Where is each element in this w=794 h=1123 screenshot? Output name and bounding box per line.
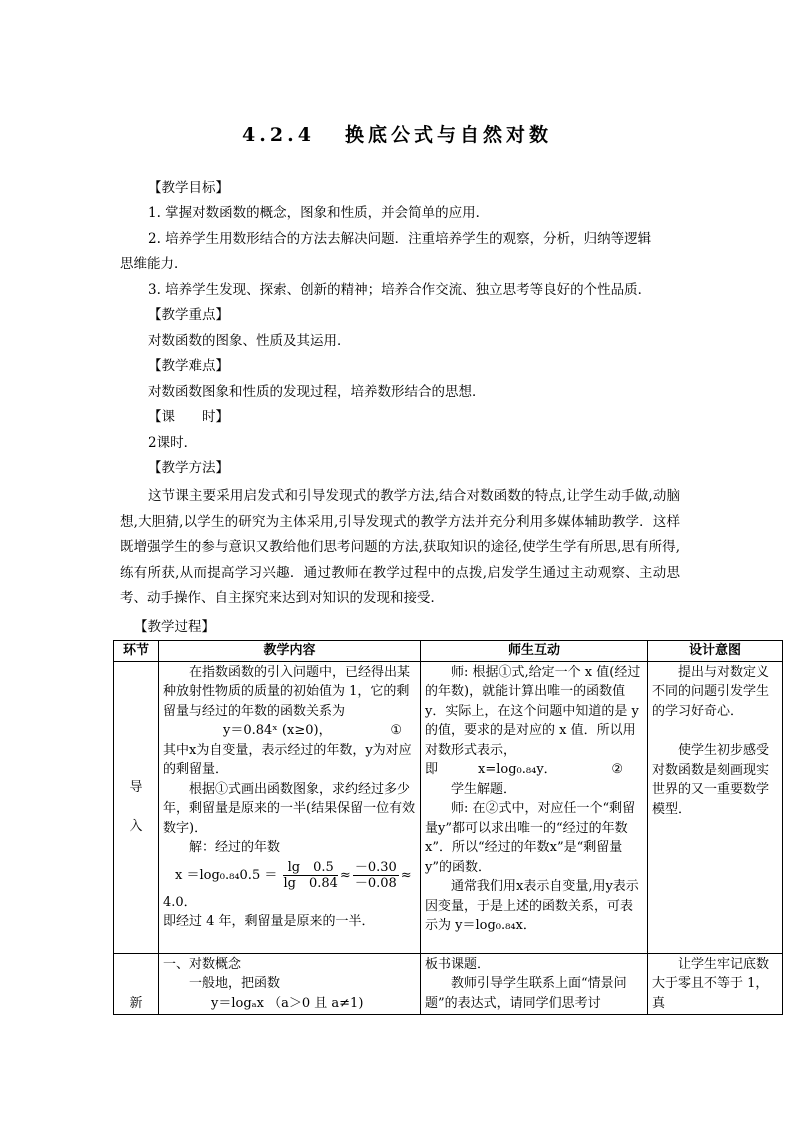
content-cell-new <box>159 953 421 1015</box>
goal-item-3: 3. 培养学生发现、探索、创新的精神；培养合作交流、独立思考等良好的个性品质． <box>148 282 652 298</box>
formula-text: y＝0.84ˣ (x≥0)， <box>223 723 332 738</box>
intent-para: 提出与对数定义不同的问题引发学生的学习好奇心． <box>652 664 770 719</box>
content-para: 4.0． <box>163 894 197 910</box>
content-para: 即经过 4 年，剩留量是原来的一半． <box>163 914 375 929</box>
stage-char-2: 入 <box>129 819 143 834</box>
hours-text: 2课时． <box>148 435 198 451</box>
interaction-para: 教师引导学生联系上面“情景问题”的表达式，请同学们思考讨 <box>425 976 627 1011</box>
goal-item-2: 2. 培养学生用数形结合的方法去解决问题．注重培养学生的观察，分析，归纳等逻辑 <box>148 231 652 247</box>
formula-log <box>425 760 643 780</box>
table-row-new <box>114 953 783 1015</box>
interaction-para: 板书课题． <box>425 956 491 972</box>
table-header-row <box>114 641 783 662</box>
section-number: 4.2.4 <box>242 124 315 146</box>
content-para: 在指数函数的引入问题中，已经得出某种放射性物质的质量的初始值为 1，它的剩留量与经过的年数的函数关系为 <box>163 664 411 719</box>
fraction-2-num: －0.30 <box>354 859 397 875</box>
difficulty-heading: 【教学难点】 <box>148 358 229 374</box>
formula-text: x=log₀.₈₄y． <box>478 762 557 777</box>
interaction-para: 通常我们用x表示自变量,用y表示因变量，于是上述的函数关系，可表示为 y＝log₀.₈₄x． <box>425 879 639 933</box>
stage-char-1: 导 <box>129 779 143 795</box>
approx-sign: ≈ <box>339 867 351 883</box>
process-heading: 【教学过程】 <box>134 619 215 635</box>
content-para: 其中x为自变量，表示经过的年数，y为对应的剩留量． <box>163 742 412 777</box>
content-para: 一、对数概念 <box>163 956 242 972</box>
difficulty-text: 对数函数图象和性质的发现过程，培养数形结合的思想． <box>148 384 486 400</box>
intent-para: 让学生牢记底数大于零且不等于 1，真 <box>652 956 770 1011</box>
hours-heading: 【课 时】 <box>148 409 229 425</box>
stage-cell-new <box>114 953 159 1015</box>
formula-change-of-base <box>163 860 416 891</box>
key-points-heading: 【教学重点】 <box>148 307 229 323</box>
fraction-2-den: －0.08 <box>354 875 397 891</box>
formula-exponential <box>163 721 416 741</box>
stage-cell-intro <box>114 661 159 953</box>
stage-char-1: 新 <box>129 995 143 1011</box>
fraction-2 <box>353 860 399 891</box>
content-para: 一般地，把函数 <box>189 976 281 991</box>
goal-item-2-cont: 思维能力． <box>120 256 188 272</box>
table-row-intro <box>114 661 783 953</box>
header-intent: 设计意图 <box>648 641 783 662</box>
formula-mark: ② <box>611 762 623 777</box>
formula-prefix: 即 <box>425 762 439 777</box>
teaching-process-table <box>113 640 783 1015</box>
page-title <box>0 120 794 147</box>
approx-sign: ≈ <box>400 867 412 883</box>
fraction-1 <box>283 860 337 891</box>
intent-para: 使学生初步感受对数函数是刻画现实世界的又一重要数学模型． <box>652 743 770 817</box>
formula-mark: ① <box>390 723 402 738</box>
title-text: 换底公式与自然对数 <box>344 124 552 146</box>
interaction-cell-intro <box>421 661 648 953</box>
fraction-1-num: lg 0.5 <box>283 860 337 876</box>
header-interaction: 师生互动 <box>421 641 648 662</box>
interaction-cell-new <box>421 953 648 1015</box>
goal-item-1: 1. 掌握对数函数的概念，图象和性质，并会简单的应用． <box>148 205 490 221</box>
interaction-para: 师: 根据①式,给定一个 x 值(经过的年数)，就能计算出唯一的函数值 y．实际上，在这个问题中知道的是 y 的值，要求的是对应的 x 值．所以用对数形式表示， <box>425 664 641 758</box>
interaction-para: 学生解题． <box>451 781 517 797</box>
fraction-1-den: lg 0.84 <box>283 875 338 891</box>
content-cell-intro <box>159 661 421 953</box>
formula-lhs: x ＝log₀.₈₄0.5 ＝ <box>175 867 278 883</box>
formula-log-function: y＝logₐx （a＞0 且 a≠1) <box>211 995 364 1011</box>
key-points-text: 对数函数的图象、性质及其运用． <box>148 333 351 349</box>
intent-cell-new <box>648 953 783 1015</box>
method-text: 这节课主要采用启发式和引导发现式的教学方法,结合对数函数的特点,让学生动手做,动脑想,大胆猜,以学生的研究为主体采用,引导发现式的教学方法并充分利用多媒体辅助教学．这样既增强学生的参与意识又教给他们思考问题的方法,获取知识的途径,使学生学有所思,思有所得,练有所获,从而提高学习兴趣．通过教师在教学过程中的点拨,启发学生通过主动观察、主动思考、动手操作、自主探究来达到对知识的发现和接受． <box>120 488 680 606</box>
content-para: 根据①式画出函数图象，求约经过多少年，剩留量是原来的一半(结果保留一位有效数字)． <box>163 781 416 836</box>
goals-heading: 【教学目标】 <box>148 180 229 196</box>
intent-cell-intro <box>648 661 783 953</box>
header-content: 教学内容 <box>159 641 421 662</box>
header-stage: 环节 <box>114 641 159 662</box>
method-heading: 【教学方法】 <box>148 460 229 476</box>
content-para: 解：经过的年数 <box>189 840 281 855</box>
interaction-para: 师: 在②式中，对应任一个“剩留量y”都可以求出唯一的“经过的年数x”．所以“经过的年数x”是“剩留量y”的函数． <box>425 801 636 875</box>
